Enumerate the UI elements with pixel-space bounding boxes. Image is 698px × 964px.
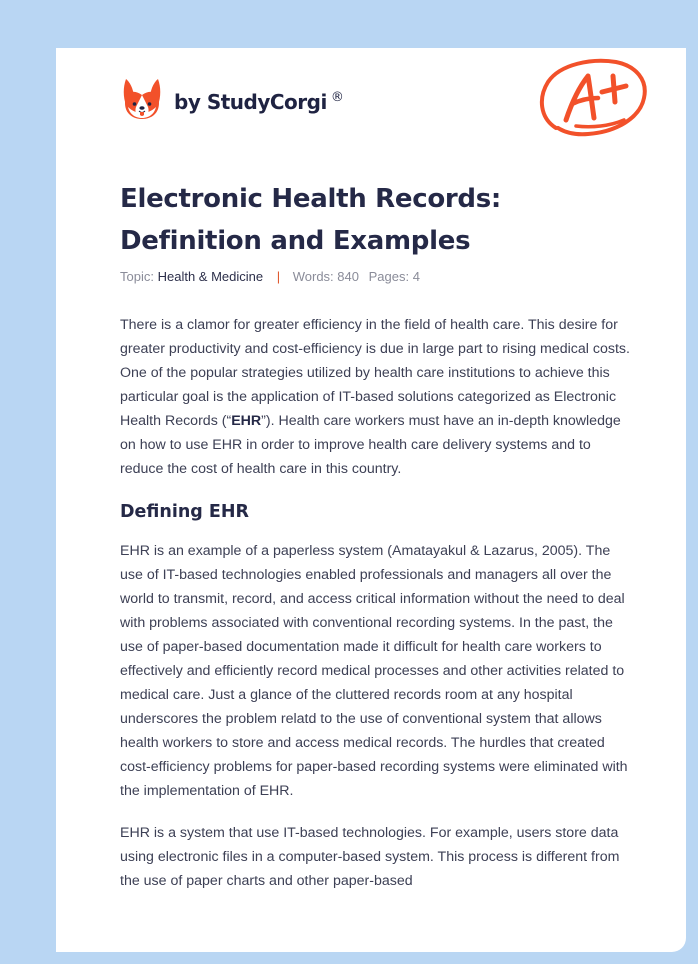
page-title xyxy=(120,178,620,262)
paragraph-text: There is a clamor for greater efficiency in the field of health care. This desire for greater productivity and cost-efficiency is due in large part to rising medical costs. One of the popular strategies utilized by health care institutions to achieve this particular goal is the application of IT-based solutions categorized as Electronic Health Records (“ xyxy=(120,317,630,429)
pages-label: Pages: xyxy=(368,269,410,284)
paragraph-example: EHR is a system that use IT-based technologies. For example, users store data using electronic files in a computer-based system. This process is different from the use of paper charts and other paper-based xyxy=(120,825,620,889)
grade-a-plus-icon xyxy=(536,56,648,140)
topic-link[interactable]: Health & Medicine xyxy=(157,269,264,284)
ehr-abbreviation: EHR xyxy=(231,413,262,429)
words-label: Words: xyxy=(292,269,334,284)
brand-name: by StudyCorgi xyxy=(174,90,327,114)
title-line-2: Definition and Examples xyxy=(120,226,471,256)
paragraph-text: ”). Health care workers must have an in-depth knowledge on how to use EHR in order to improve health care delivery systems and to reduce the cost of health care in this country. xyxy=(120,413,621,477)
paragraph-definition: EHR is an example of a paperless system (Amatayakul & Lazarus, 2005). The use of IT-based technologies enabled professionals and managers all over the world to transmit, record, and access critical information without the need to deal with problems associated with conventional recording systems. In the past, the use of paper-based documentation made it difficult for health care workers to effectively and efficiently record medical processes and other activities related to medical care. Just a glance of the cluttered records room at any hospital underscores the problem relatd to the use of conventional system that allows health workers to store and access medical records. The hurdles that created cost-efficiency problems for paper-based recording systems were eliminated with the implementation of EHR. xyxy=(120,543,628,799)
topic-label: Topic: xyxy=(120,269,154,284)
paragraph-intro xyxy=(120,313,635,481)
registered-mark: ® xyxy=(330,90,344,105)
section-heading-defining-ehr: Defining EHR xyxy=(120,502,249,522)
brand-header[interactable] xyxy=(122,76,344,122)
corgi-icon xyxy=(122,77,162,121)
article-meta xyxy=(120,269,420,284)
document-card xyxy=(56,48,686,952)
title-line-1: Electronic Health Records: xyxy=(120,184,501,214)
words-count: 840 xyxy=(337,269,359,284)
pages-count: 4 xyxy=(412,269,420,284)
article-body xyxy=(120,313,635,911)
meta-separator: | xyxy=(276,269,281,284)
